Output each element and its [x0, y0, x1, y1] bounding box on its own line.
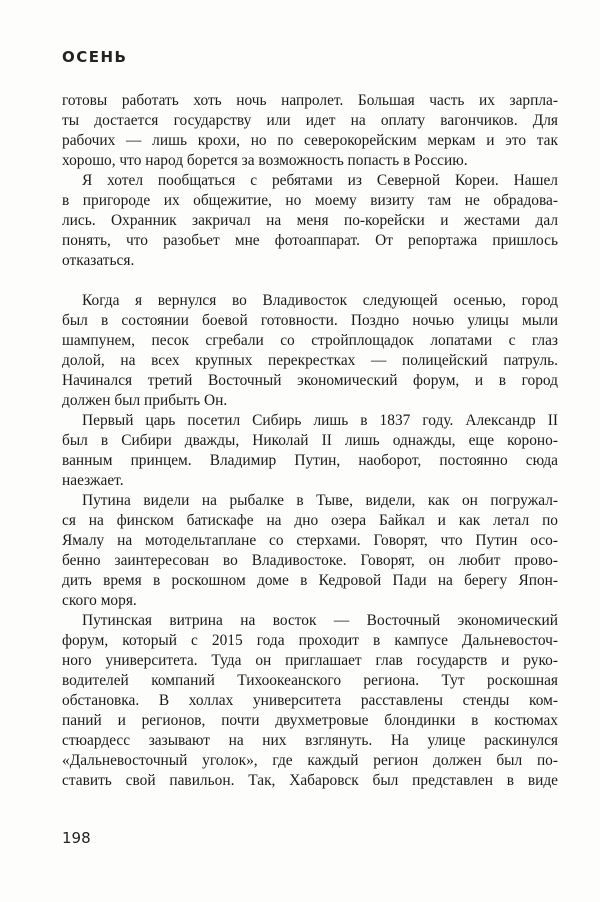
text-line: отказаться. — [62, 252, 135, 269]
text-line: был в состоянии боевой готовности. Поздно ночью улицы мыли — [62, 312, 558, 329]
paragraph-gap — [62, 271, 558, 291]
text-line: рабочих — лишь крохи, но по северокорейским меркам и это так — [62, 132, 558, 149]
text-line: долой, на всех крупных перекрестках — полицейский патруль. — [62, 352, 558, 369]
text-line: ты достается государству или идет на оплату вагончиков. Для — [62, 112, 558, 129]
text-line: готовы работать хоть ночь напролет. Большая часть их зарпла- — [62, 92, 558, 109]
text-line: Я хотел пообщаться с ребятами из Северной Кореи. Нашел — [82, 172, 558, 189]
text-line: Первый царь посетил Сибирь лишь в 1837 году. Александр II — [82, 412, 558, 429]
text-line: понять, что разобьет мне фотоаппарат. От репортажа пришлось — [62, 232, 558, 249]
text-line: должен был прибыть Он. — [62, 392, 228, 409]
body-text — [62, 91, 558, 791]
text-line: ского моря. — [62, 592, 137, 609]
text-line: водителей компаний Тихоокеанского региона. Тут роскошная — [62, 672, 558, 689]
text-line: Ямалу на мотодельтаплане со стерхами. Говорят, что Путин осо- — [62, 532, 558, 549]
text-line: ставить свой павильон. Так, Хабаровск был представлен в виде — [62, 772, 558, 789]
text-line: ся на финском батискафе на дно озера Байкал и как летал по — [62, 512, 558, 529]
text-line: Путина видели на рыбалке в Тыве, видели, как он погружал- — [82, 492, 558, 509]
text-line: «Дальневосточный уголок», где каждый регион должен был по- — [62, 752, 558, 769]
text-line: ного университета. Туда он приглашает глав государств и руко- — [62, 652, 558, 669]
text-line: Путинская витрина на восток — Восточный экономический — [82, 612, 558, 629]
running-title: ОСЕНЬ — [62, 48, 128, 66]
page-number: 198 — [62, 829, 91, 847]
text-line: дить время в роскошном доме в Кедровой Пади на берегу Япон- — [62, 572, 558, 589]
text-line: бенно заинтересован во Владивостоке. Говорят, он любит прово- — [62, 552, 558, 569]
text-line: паний и регионов, почти двухметровые блондинки в костюмах — [62, 712, 558, 729]
text-line: хорошо, что народ борется за возможность попасть в Россию. — [62, 152, 468, 169]
text-line: шампунем, песок сгребали со стройплощадок лопатами с глаз — [62, 332, 558, 349]
text-line: был в Сибири дважды, Николай II лишь однажды, еще короно- — [62, 432, 558, 449]
text-line: в пригороде их общежитие, но моему визиту там не обрадова- — [62, 192, 558, 209]
text-line: обстановка. В холлах университета расставлены стенды ком- — [62, 692, 558, 709]
text-line: Когда я вернулся во Владивосток следующей осенью, город — [82, 292, 558, 309]
text-line: форум, который с 2015 года проходит в кампусе Дальневосточ- — [62, 632, 558, 649]
text-line: Начинался третий Восточный экономический форум, и в город — [62, 372, 558, 389]
text-line: ванным принцем. Владимир Путин, наоборот, постоянно сюда — [62, 452, 558, 469]
text-line: стюардесс зазывают на них взглянуть. На улице раскинулся — [62, 732, 558, 749]
text-line: лись. Охранник закричал на меня по-корейски и жестами дал — [62, 212, 558, 229]
text-line: наезжает. — [62, 472, 124, 489]
